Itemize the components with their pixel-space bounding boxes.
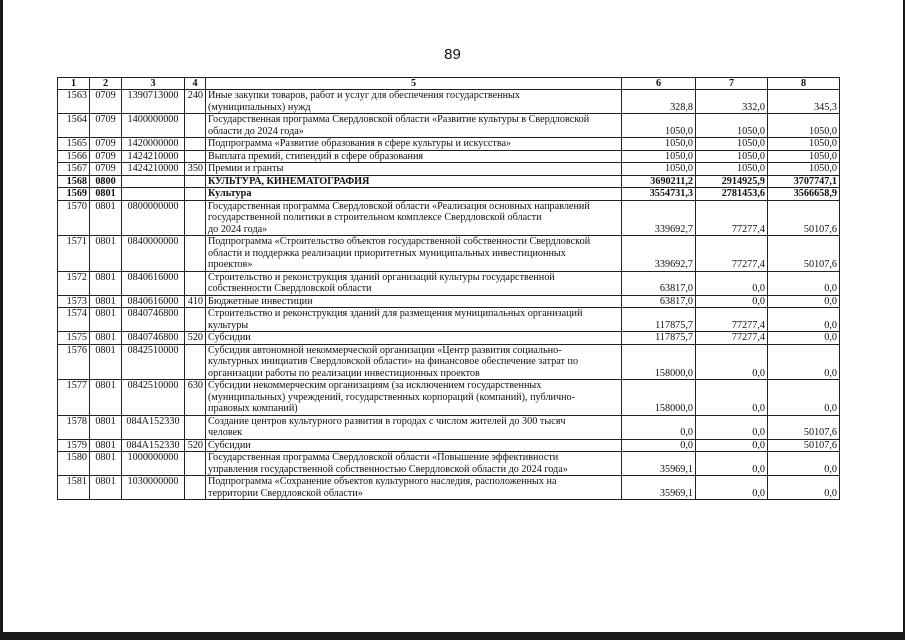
table-header-row [58,78,840,90]
amount-2022-cell: 63817,0 [622,295,696,308]
row-number-cell: 1578 [58,415,90,439]
target-code-cell [122,188,185,201]
page-number: 89 [444,46,461,63]
section-code-cell: 0801 [90,415,122,439]
amount-2023-cell: 0,0 [696,295,768,308]
section-code-cell: 0800 [90,175,122,188]
row-number-cell: 1577 [58,380,90,416]
table-row [58,163,840,176]
table-row [58,344,840,380]
expense-type-cell [185,200,206,236]
amount-2023-cell: 2914925,9 [696,175,768,188]
description-line: территории Свердловской области» [208,487,363,499]
amount-2022-cell: 35969,1 [622,476,696,500]
amount-2024-cell: 50107,6 [768,415,840,439]
amount-2022-cell: 1050,0 [622,114,696,138]
expense-type-cell [185,188,206,201]
table-row [58,150,840,163]
section-code-cell: 0801 [90,452,122,476]
target-code-cell: 1424210000 [122,163,185,176]
amount-2024-cell: 0,0 [768,271,840,295]
col-header: 8 [768,78,840,90]
section-code-cell: 0801 [90,200,122,236]
description-line: Субсидия автономной некоммерческой организации «Центр развития социально- [208,344,562,356]
expense-type-cell [185,114,206,138]
col-header: 2 [90,78,122,90]
description-cell [206,138,622,151]
description-line: Премии и гранты [208,163,284,174]
expense-type-cell: 410 [185,295,206,308]
section-code-cell: 0801 [90,380,122,416]
description-line: (муниципальных) учреждений, государственных корпораций (компаний), публично- [208,391,576,403]
description-cell [206,380,622,416]
table-row [58,236,840,272]
amount-2022-cell: 35969,1 [622,452,696,476]
description-line: (муниципальных) нужд [208,101,311,113]
amount-2024-cell: 0,0 [768,295,840,308]
description-line: собственности Свердловской области [208,283,372,294]
target-code-cell: 0840616000 [122,295,185,308]
table-body [58,90,840,500]
target-code-cell: 0840616000 [122,271,185,295]
description-cell [206,476,622,500]
table-row [58,452,840,476]
description-line: Культура [208,188,252,199]
amount-2023-cell: 1050,0 [696,114,768,138]
amount-2023-cell: 77277,4 [696,332,768,345]
section-code-cell: 0709 [90,90,122,114]
amount-2024-cell: 1050,0 [768,163,840,176]
description-cell [206,150,622,163]
expense-type-cell [185,175,206,188]
amount-2024-cell: 50107,6 [768,200,840,236]
description-cell [206,200,622,236]
description-line: Подпрограмма «Строительство объектов государственной собственности Свердловской [208,236,591,247]
target-code-cell: 0842510000 [122,344,185,380]
amount-2024-cell: 3566658,9 [768,188,840,201]
target-code-cell: 1390713000 [122,90,185,114]
section-code-cell: 0801 [90,308,122,332]
description-line: организации работы по реализации инвестиционных проектов [208,367,480,379]
amount-2023-cell: 1050,0 [696,163,768,176]
section-code-cell: 0709 [90,163,122,176]
row-number-cell: 1580 [58,452,90,476]
table-row [58,476,840,500]
description-line: Субсидии [208,332,251,343]
amount-2022-cell: 0,0 [622,439,696,452]
amount-2022-cell: 1050,0 [622,150,696,163]
col-header: 3 [122,78,185,90]
amount-2022-cell: 1050,0 [622,138,696,151]
amount-2023-cell: 1050,0 [696,150,768,163]
description-line: области и поддержка реализации приоритетных муниципальных инвестиционных [208,247,566,259]
expense-type-cell [185,344,206,380]
expense-type-cell: 630 [185,380,206,416]
expense-type-cell [185,271,206,295]
row-number-cell: 1572 [58,271,90,295]
amount-2023-cell: 0,0 [696,271,768,295]
description-line: Подпрограмма «Развитие образования в сфере культуры и искусства» [208,138,512,149]
target-code-cell: 0800000000 [122,200,185,236]
expense-type-cell [185,150,206,163]
row-number-cell: 1568 [58,175,90,188]
amount-2022-cell: 117875,7 [622,332,696,345]
amount-2024-cell: 3707747,1 [768,175,840,188]
amount-2022-cell: 3554731,3 [622,188,696,201]
row-number-cell: 1576 [58,344,90,380]
target-code-cell: 1424210000 [122,150,185,163]
section-code-cell: 0709 [90,150,122,163]
budget-table [57,77,840,500]
col-header: 4 [185,78,206,90]
expense-type-cell [185,236,206,272]
amount-2024-cell: 50107,6 [768,236,840,272]
section-code-cell: 0801 [90,271,122,295]
section-code-cell: 0709 [90,138,122,151]
description-cell [206,295,622,308]
amount-2022-cell: 158000,0 [622,344,696,380]
table-row [58,200,840,236]
description-line: области до 2024 года» [208,125,304,137]
amount-2024-cell: 1050,0 [768,114,840,138]
table-row [58,138,840,151]
description-cell [206,332,622,345]
row-number-cell: 1563 [58,90,90,114]
amount-2023-cell: 77277,4 [696,236,768,272]
expense-type-cell: 240 [185,90,206,114]
description-line: до 2024 года» [208,223,268,235]
amount-2023-cell: 0,0 [696,452,768,476]
amount-2024-cell: 0,0 [768,344,840,380]
col-header: 7 [696,78,768,90]
amount-2022-cell: 339692,7 [622,236,696,272]
table-row [58,295,840,308]
table-row [58,114,840,138]
section-code-cell: 0709 [90,114,122,138]
description-cell [206,175,622,188]
description-cell [206,439,622,452]
section-code-cell: 0801 [90,332,122,345]
amount-2024-cell: 50107,6 [768,439,840,452]
expense-type-cell [185,138,206,151]
amount-2022-cell: 63817,0 [622,271,696,295]
row-number-cell: 1579 [58,439,90,452]
col-header: 1 [58,78,90,90]
row-number-cell: 1581 [58,476,90,500]
expense-type-cell: 350 [185,163,206,176]
scan-border-left [0,0,3,640]
section-code-cell: 0801 [90,295,122,308]
description-line: Государственная программа Свердловской области «Повышение эффективности [208,452,559,463]
description-cell [206,452,622,476]
description-line: культурных инициатив Свердловской области» на финансовое обеспечение затрат по [208,356,579,367]
amount-2022-cell: 3690211,2 [622,175,696,188]
target-code-cell: 084A152330 [122,439,185,452]
amount-2024-cell: 0,0 [768,308,840,332]
row-number-cell: 1571 [58,236,90,272]
amount-2022-cell: 158000,0 [622,380,696,416]
amount-2023-cell: 332,0 [696,90,768,114]
expense-type-cell [185,476,206,500]
row-number-cell: 1569 [58,188,90,201]
amount-2024-cell: 0,0 [768,452,840,476]
row-number-cell: 1574 [58,308,90,332]
expense-type-cell: 520 [185,439,206,452]
description-line: Строительство и реконструкция зданий для размещения муниципальных организаций [208,308,583,319]
amount-2023-cell: 77277,4 [696,200,768,236]
amount-2024-cell: 0,0 [768,476,840,500]
description-line: управления государственной собственностью Свердловской области до 2024 года» [208,463,568,475]
expense-type-cell: 520 [185,332,206,345]
col-header: 5 [206,78,622,90]
row-number-cell: 1566 [58,150,90,163]
table-row [58,380,840,416]
target-code-cell: 1030000000 [122,476,185,500]
row-number-cell: 1565 [58,138,90,151]
expense-type-cell [185,415,206,439]
target-code-cell [122,175,185,188]
description-cell [206,271,622,295]
target-code-cell: 0840746800 [122,332,185,345]
amount-2023-cell: 0,0 [696,380,768,416]
target-code-cell: 1000000000 [122,452,185,476]
target-code-cell: 1400000000 [122,114,185,138]
section-code-cell: 0801 [90,188,122,201]
description-line: Государственная программа Свердловской области «Развитие культуры в Свердловской [208,114,590,125]
amount-2023-cell: 0,0 [696,439,768,452]
row-number-cell: 1570 [58,200,90,236]
description-line: правовых компаний) [208,403,298,414]
description-line: Строительство и реконструкция зданий организаций культуры государственной [208,271,555,283]
description-line: Государственная программа Свердловской области «Реализация основных направлений [208,200,590,212]
amount-2024-cell: 1050,0 [768,138,840,151]
description-line: проектов» [208,259,253,270]
amount-2022-cell: 117875,7 [622,308,696,332]
amount-2022-cell: 1050,0 [622,163,696,176]
expense-type-cell [185,308,206,332]
description-line: Субсидии некоммерческим организациям (за исключением государственных [208,380,542,391]
scan-border-bottom [0,632,905,640]
section-code-cell: 0801 [90,236,122,272]
description-cell [206,188,622,201]
amount-2024-cell: 1050,0 [768,150,840,163]
expense-type-cell [185,452,206,476]
description-cell [206,344,622,380]
section-code-cell: 0801 [90,344,122,380]
amount-2022-cell: 339692,7 [622,200,696,236]
table-row [58,415,840,439]
amount-2022-cell: 328,8 [622,90,696,114]
description-line: Подпрограмма «Сохранение объектов культурного наследия, расположенных на [208,476,557,487]
row-number-cell: 1567 [58,163,90,176]
section-code-cell: 0801 [90,476,122,500]
table-row [58,90,840,114]
table-row [58,308,840,332]
amount-2023-cell: 1050,0 [696,138,768,151]
description-cell [206,308,622,332]
target-code-cell: 0842510000 [122,380,185,416]
amount-2024-cell: 0,0 [768,380,840,416]
table-row [58,271,840,295]
description-cell [206,163,622,176]
description-line: человек [208,427,243,438]
description-line: Бюджетные инвестиции [208,295,313,307]
description-line: Выплата премий, стипендий в сфере образования [208,150,424,162]
description-line: Иные закупки товаров, работ и услуг для обеспечения государственных [208,90,520,101]
amount-2023-cell: 0,0 [696,344,768,380]
description-line: культуры [208,319,249,331]
amount-2022-cell: 0,0 [622,415,696,439]
table-row [58,439,840,452]
description-line: государственной политики в строительном комплексе Свердловской области [208,212,542,223]
table-row [58,175,840,188]
description-line: Создание центров культурного развития в городах с числом жителей до 300 тысяч [208,415,566,427]
row-number-cell: 1575 [58,332,90,345]
amount-2023-cell: 77277,4 [696,308,768,332]
row-number-cell: 1564 [58,114,90,138]
amount-2024-cell: 345,3 [768,90,840,114]
amount-2023-cell: 2781453,6 [696,188,768,201]
table-row [58,188,840,201]
target-code-cell: 0840746800 [122,308,185,332]
target-code-cell: 1420000000 [122,138,185,151]
description-line: КУЛЬТУРА, КИНЕМАТОГРАФИЯ [208,175,370,187]
description-cell [206,90,622,114]
description-cell [206,415,622,439]
amount-2023-cell: 0,0 [696,476,768,500]
section-code-cell: 0801 [90,439,122,452]
target-code-cell: 084A152330 [122,415,185,439]
description-line: Субсидии [208,439,251,451]
description-cell [206,114,622,138]
amount-2023-cell: 0,0 [696,415,768,439]
amount-2024-cell: 0,0 [768,332,840,345]
table-row [58,332,840,345]
row-number-cell: 1573 [58,295,90,308]
target-code-cell: 0840000000 [122,236,185,272]
description-cell [206,236,622,272]
col-header: 6 [622,78,696,90]
